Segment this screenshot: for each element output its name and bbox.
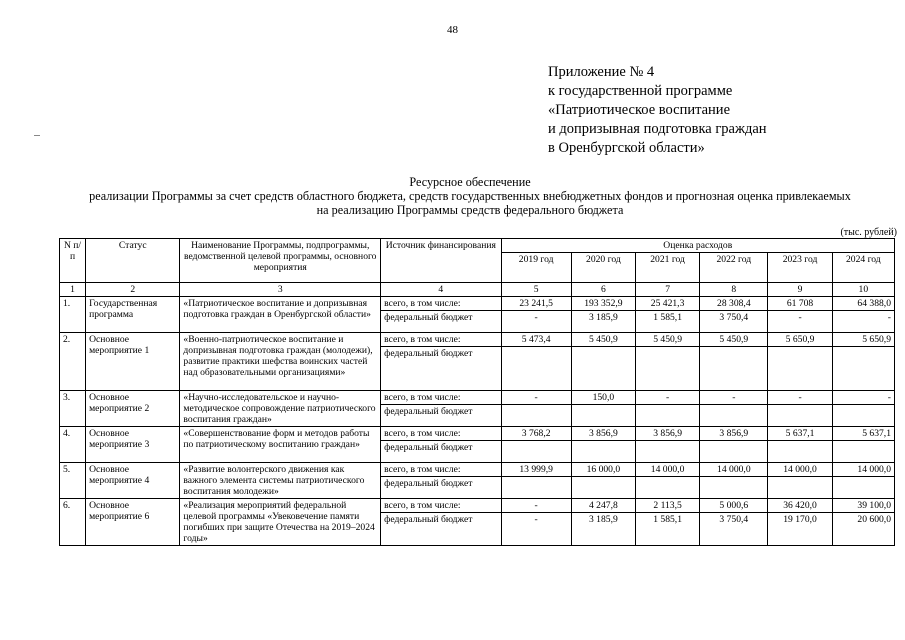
cell-value <box>700 441 768 463</box>
cell-value: 3 856,9 <box>635 427 699 441</box>
cell-value: 3 750,4 <box>700 513 768 546</box>
cell-value <box>832 347 894 391</box>
cell-value: - <box>832 391 894 405</box>
cell-value: 2 113,5 <box>635 499 699 513</box>
header-year: 2022 год <box>700 253 768 283</box>
table-row <box>60 427 895 441</box>
cell-value: 4 247,8 <box>571 499 635 513</box>
cell-value: 20 600,0 <box>832 513 894 546</box>
row-number: 2. <box>60 333 86 391</box>
cell-value <box>501 405 571 427</box>
cell-value: 36 420,0 <box>768 499 832 513</box>
cell-value <box>635 405 699 427</box>
cell-value: 5 450,9 <box>635 333 699 347</box>
cell-value: 39 100,0 <box>832 499 894 513</box>
cell-value: 3 856,9 <box>700 427 768 441</box>
table-row <box>60 499 895 513</box>
row-source-federal: федеральный бюджет <box>381 513 501 546</box>
cell-value: 13 999,9 <box>501 463 571 477</box>
title-line: Ресурсное обеспечение <box>409 175 531 189</box>
cell-value <box>635 441 699 463</box>
row-name: «Реализация мероприятий федеральной целевой программы «Увековечение памяти погибших при защите Отечества на 2019–2024 годы» <box>180 499 381 546</box>
appendix-line: «Патриотическое воспитание <box>548 102 731 118</box>
row-status: Основное мероприятие 6 <box>86 499 180 546</box>
cell-value: 14 000,0 <box>700 463 768 477</box>
cell-value <box>501 477 571 499</box>
column-number: 7 <box>635 283 699 297</box>
row-name: «Военно-патриотическое воспитание и допризывная подготовка граждан (молодежи), развитие практики шефства воинских частей над образовательными организациями» <box>180 333 381 391</box>
cell-value: 28 308,4 <box>700 297 768 311</box>
cell-value: 3 856,9 <box>571 427 635 441</box>
cell-value: 64 388,0 <box>832 297 894 311</box>
table-row <box>60 297 895 311</box>
cell-value: 5 637,1 <box>768 427 832 441</box>
row-source-federal: федеральный бюджет <box>381 441 501 463</box>
cell-value: - <box>501 499 571 513</box>
cell-value: 3 185,9 <box>571 513 635 546</box>
row-source-federal: федеральный бюджет <box>381 311 501 333</box>
cell-value <box>501 441 571 463</box>
cell-value: 5 650,9 <box>768 333 832 347</box>
row-status: Основное мероприятие 1 <box>86 333 180 391</box>
cell-value: 193 352,9 <box>571 297 635 311</box>
row-number: 3. <box>60 391 86 427</box>
header-year: 2020 год <box>571 253 635 283</box>
resource-table <box>59 238 895 546</box>
cell-value: 1 585,1 <box>635 513 699 546</box>
row-name: «Научно-исследовательское и научно-методическое сопровождение патриотического воспитания граждан» <box>180 391 381 427</box>
cell-value: 5 473,4 <box>501 333 571 347</box>
cell-value: 150,0 <box>571 391 635 405</box>
row-status: Основное мероприятие 2 <box>86 391 180 427</box>
cell-value <box>768 441 832 463</box>
row-number: 6. <box>60 499 86 546</box>
cell-value <box>832 441 894 463</box>
title-line: на реализацию Программы средств федерального бюджета <box>316 203 624 217</box>
row-name: «Развитие волонтерского движения как важного элемента системы патриотического воспитания молодежи» <box>180 463 381 499</box>
row-number: 5. <box>60 463 86 499</box>
column-number: 9 <box>768 283 832 297</box>
scan-mark <box>34 135 40 136</box>
cell-value <box>832 477 894 499</box>
cell-value: 5 637,1 <box>832 427 894 441</box>
row-status: Основное мероприятие 4 <box>86 463 180 499</box>
cell-value: - <box>501 513 571 546</box>
cell-value: 3 185,9 <box>571 311 635 333</box>
cell-value: 23 241,5 <box>501 297 571 311</box>
table-row <box>60 391 895 405</box>
row-source-total: всего, в том числе: <box>381 297 501 311</box>
cell-value: - <box>768 311 832 333</box>
cell-value <box>700 405 768 427</box>
cell-value: 14 000,0 <box>768 463 832 477</box>
column-number: 5 <box>501 283 571 297</box>
row-source-federal: федеральный бюджет <box>381 347 501 391</box>
cell-value <box>768 347 832 391</box>
cell-value: - <box>700 391 768 405</box>
cell-value <box>571 347 635 391</box>
row-source-total: всего, в том числе: <box>381 333 501 347</box>
cell-value <box>700 477 768 499</box>
column-numbers-row <box>60 283 895 297</box>
cell-value: 5 650,9 <box>832 333 894 347</box>
document-title <box>40 175 900 217</box>
cell-value <box>700 347 768 391</box>
table-row <box>60 463 895 477</box>
cell-value: - <box>501 311 571 333</box>
row-name: «Патриотическое воспитание и допризывная подготовка граждан в Оренбургской области» <box>180 297 381 333</box>
cell-value: - <box>768 391 832 405</box>
row-name: «Совершенствование форм и методов работы по патриотическому воспитанию граждан» <box>180 427 381 463</box>
row-source-total: всего, в том числе: <box>381 391 501 405</box>
cell-value <box>571 405 635 427</box>
cell-value: 61 708 <box>768 297 832 311</box>
row-source-total: всего, в том числе: <box>381 499 501 513</box>
row-number: 1. <box>60 297 86 333</box>
header-status: Статус <box>86 239 180 283</box>
cell-value: 19 170,0 <box>768 513 832 546</box>
cell-value <box>635 347 699 391</box>
row-source-total: всего, в том числе: <box>381 463 501 477</box>
cell-value: 3 750,4 <box>700 311 768 333</box>
cell-value: - <box>501 391 571 405</box>
cell-value <box>635 477 699 499</box>
cell-value: 14 000,0 <box>635 463 699 477</box>
appendix-line: в Оренбургской области» <box>548 140 705 156</box>
row-status: Основное мероприятие 3 <box>86 427 180 463</box>
column-number: 1 <box>60 283 86 297</box>
appendix-caption <box>548 63 767 158</box>
header-n: N п/п <box>60 239 86 283</box>
column-number: 6 <box>571 283 635 297</box>
cell-value: 14 000,0 <box>832 463 894 477</box>
units-label: (тыс. рублей) <box>840 227 897 238</box>
column-number: 2 <box>86 283 180 297</box>
cell-value: 16 000,0 <box>571 463 635 477</box>
column-number: 10 <box>832 283 894 297</box>
header-year: 2024 год <box>832 253 894 283</box>
cell-value: - <box>635 391 699 405</box>
table-row <box>60 333 895 347</box>
cell-value <box>768 477 832 499</box>
column-number: 3 <box>180 283 381 297</box>
row-number: 4. <box>60 427 86 463</box>
column-number: 4 <box>381 283 501 297</box>
cell-value <box>832 405 894 427</box>
appendix-line: Приложение № 4 <box>548 64 655 80</box>
header-year: 2021 год <box>635 253 699 283</box>
cell-value: 5 000,6 <box>700 499 768 513</box>
cell-value: 5 450,9 <box>571 333 635 347</box>
cell-value: 25 421,3 <box>635 297 699 311</box>
cell-value <box>571 477 635 499</box>
row-status: Государственная программа <box>86 297 180 333</box>
header-source: Источник финансирования <box>381 239 501 283</box>
cell-value: - <box>832 311 894 333</box>
page-number: 48 <box>447 24 458 36</box>
appendix-line: к государственной программе <box>548 83 733 99</box>
row-source-federal: федеральный бюджет <box>381 477 501 499</box>
row-source-federal: федеральный бюджет <box>381 405 501 427</box>
cell-value <box>768 405 832 427</box>
row-source-total: всего, в том числе: <box>381 427 501 441</box>
cell-value <box>571 441 635 463</box>
title-line: реализации Программы за счет средств областного бюджета, средств государственных внебюджетных фондов и прогнозная оценка привлекаемых <box>89 189 851 203</box>
cell-value: 1 585,1 <box>635 311 699 333</box>
cell-value: 3 768,2 <box>501 427 571 441</box>
header-estimate: Оценка расходов <box>501 239 894 253</box>
column-number: 8 <box>700 283 768 297</box>
header-name: Наименование Программы, подпрограммы, ведомственной целевой программы, основного мероприятия <box>180 239 381 283</box>
cell-value <box>501 347 571 391</box>
appendix-line: и допризывная подготовка граждан <box>548 121 767 137</box>
header-year: 2019 год <box>501 253 571 283</box>
header-year: 2023 год <box>768 253 832 283</box>
cell-value: 5 450,9 <box>700 333 768 347</box>
